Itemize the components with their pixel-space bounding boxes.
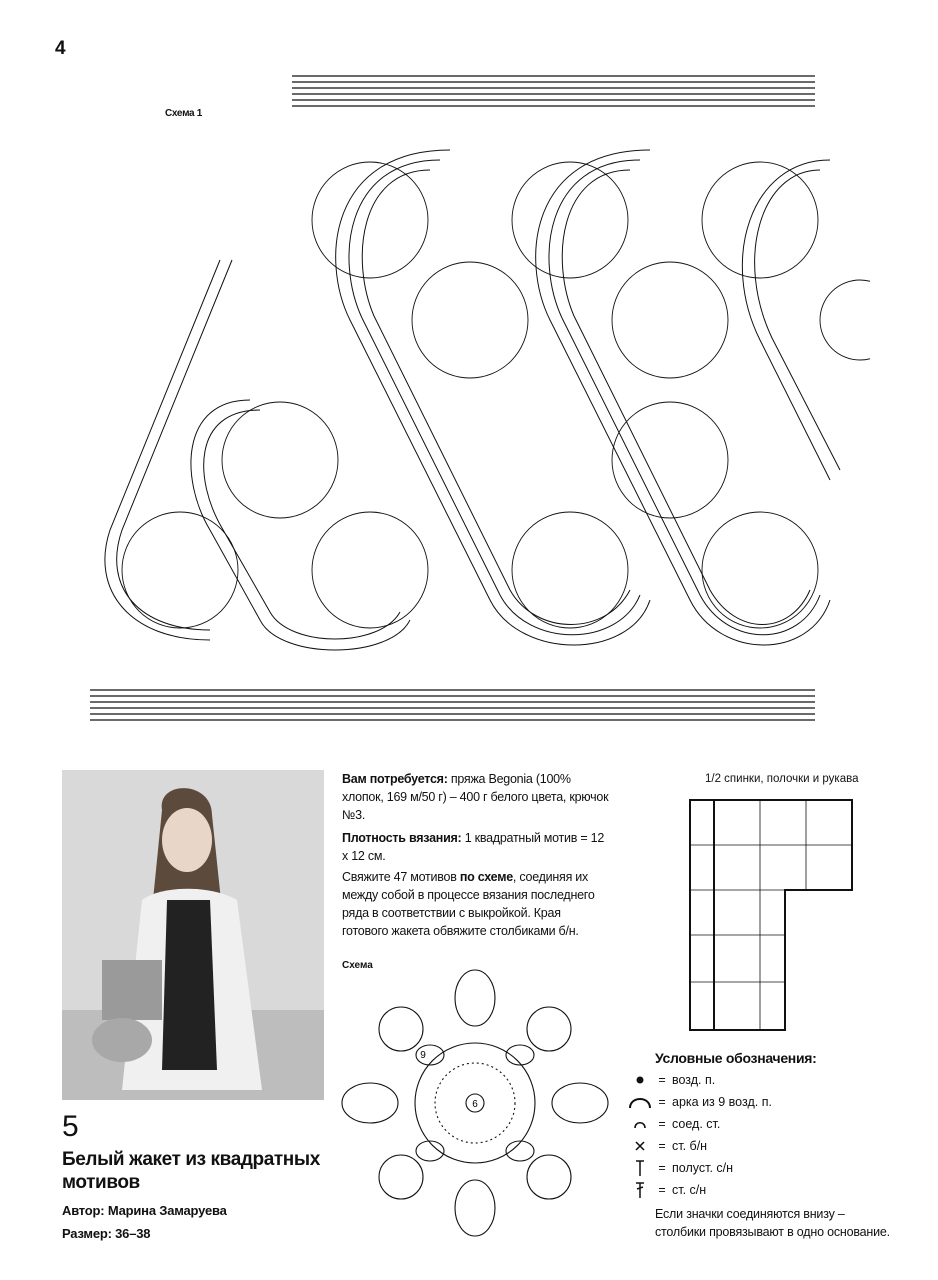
instructions-after: , соединяя их между собой в процессе вязания последнего ряда в соответствии с выкройкой. Края готового жакета обвяжите столбиками б/н. — [342, 870, 595, 938]
legend-item: = соед. ст. — [628, 1114, 720, 1134]
materials-heading: Вам потребуется: — [342, 772, 448, 786]
instructions-bold: по схеме — [459, 870, 513, 884]
crochet-motif-diagram — [335, 963, 615, 1243]
model-photo-illustration — [62, 770, 324, 1100]
legend-label: ст. б/н — [672, 1139, 708, 1153]
top-border-band — [292, 76, 815, 106]
half-double-crochet-icon — [628, 1158, 652, 1178]
legend-item: = возд. п. — [628, 1070, 715, 1090]
crochet-chart-scheme1 — [70, 60, 870, 740]
diagram2-label: Схема — [342, 960, 373, 971]
legend-label: соед. ст. — [672, 1117, 721, 1131]
legend-item: = арка из 9 возд. п. — [628, 1092, 772, 1112]
legend-label: ст. с/н — [672, 1183, 707, 1197]
instructions-paragraph — [342, 868, 610, 940]
page-number: 4 — [55, 38, 66, 59]
legend-title: Условные обозначения: — [655, 1050, 817, 1066]
legend-label: полуст. с/н — [672, 1161, 734, 1175]
gauge-heading: Плотность вязания: — [342, 831, 462, 845]
model-photo — [62, 770, 324, 1100]
legend-item: = полуст. с/н — [628, 1158, 733, 1178]
double-crochet-icon — [628, 1180, 652, 1200]
gauge-text: 1 квадратный мотив = 12 х 12 см. — [342, 831, 605, 863]
author: Автор: Марина Замаруева — [62, 1203, 227, 1218]
hairpin-strips — [105, 150, 840, 650]
garment-layout-schematic — [680, 790, 870, 1040]
legend-item: = ст. б/н — [628, 1136, 707, 1156]
materials-paragraph — [342, 770, 610, 824]
legend-label: возд. п. — [672, 1073, 716, 1087]
gauge-paragraph — [342, 829, 610, 865]
legend-note: Если значки соединяются внизу – столбики провязывают в одно основание. — [655, 1207, 890, 1239]
chain-stitch-icon — [628, 1070, 652, 1090]
diagram1-label: Схема 1 — [165, 108, 203, 119]
slip-stitch-icon — [628, 1114, 652, 1134]
arch-icon — [628, 1092, 652, 1112]
project-title: Белый жакет из квадратных мотивов — [62, 1149, 320, 1193]
single-crochet-icon — [628, 1136, 652, 1156]
bottom-border-band — [90, 690, 815, 720]
size: Размер: 36–38 — [62, 1226, 151, 1241]
motif-petal-label: 9 — [420, 1050, 426, 1061]
legend-item: = ст. с/н — [628, 1180, 706, 1200]
motif-center-label: 6 — [472, 1099, 478, 1110]
layout-caption: 1/2 спинки, полочки и рукава — [705, 773, 859, 785]
instructions-before: Свяжите 47 мотивов — [342, 870, 460, 884]
project-number: 5 — [62, 1110, 79, 1143]
materials-text: пряжа Begonia (100% хлопок, 169 м/50 г) – 400 г белого цвета, крючок №3. — [342, 772, 609, 822]
legend-label: арка из 9 возд. п. — [672, 1095, 772, 1109]
